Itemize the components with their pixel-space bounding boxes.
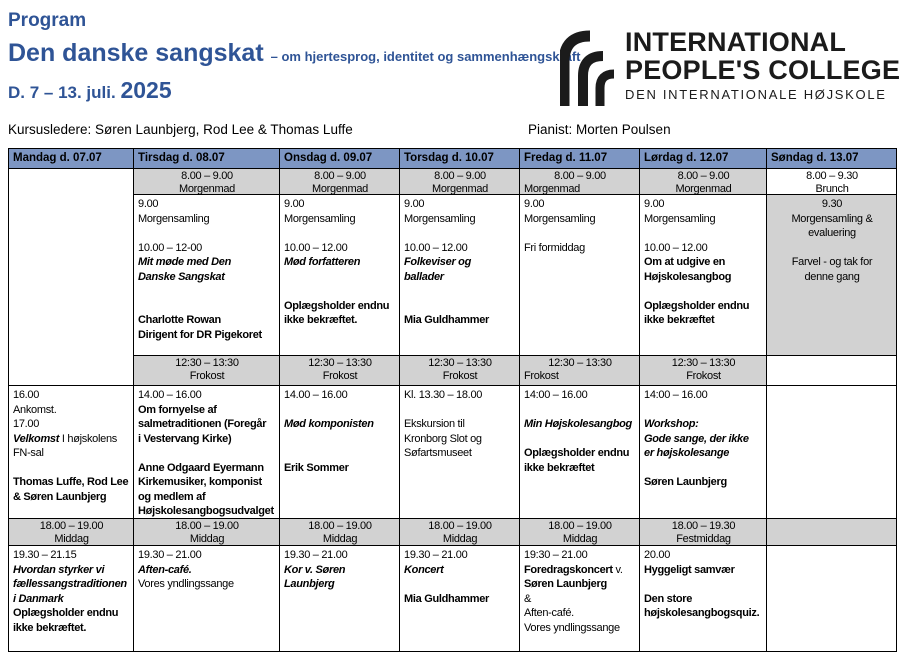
wednesday-dinner <box>280 519 399 546</box>
schedule-line: Morgensamling & <box>791 212 873 225</box>
schedule-line: Oplægsholder endnu <box>524 447 630 459</box>
course-year: 2025 <box>120 77 172 103</box>
tuesday-breakfast <box>134 169 279 195</box>
schedule-line: Thomas Luffe, Rod Lee <box>13 476 129 488</box>
schedule-line: 9.00 <box>404 198 425 210</box>
schedule-line: Frokost <box>686 369 721 382</box>
schedule-line: Oplægsholder endnu <box>644 299 750 312</box>
schedule-line: Anne Odgaard Eyermann <box>138 461 264 474</box>
schedule-line: Workshop: <box>644 418 699 430</box>
schedule-line <box>284 226 396 241</box>
schedule-line: Charlotte Rowan <box>138 314 221 326</box>
schedule-line: højskolesangbogsquiz. <box>644 607 760 619</box>
thursday-column <box>399 149 519 651</box>
friday-breakfast <box>520 169 639 195</box>
friday-morning <box>520 195 639 356</box>
schedule-line: 19.30 – 21.00 <box>138 549 202 561</box>
schedule-line: Mia Guldhammer <box>404 592 490 605</box>
ipc-arches-icon <box>560 24 616 106</box>
course-title <box>8 39 581 68</box>
schedule-line: Mød komponisten <box>284 418 374 430</box>
schedule-line: 9.00 <box>138 198 159 210</box>
schedule-line: Frokost <box>442 369 478 382</box>
schedule-line <box>524 226 636 241</box>
schedule-line: 9.00 <box>524 198 545 210</box>
schedule-line: Oplægsholder endnu <box>284 299 390 312</box>
schedule-line: Vores yndlingssange <box>524 621 620 634</box>
thursday-evening <box>400 546 519 651</box>
schedule-line <box>524 432 636 447</box>
schedule-line: Fri formiddag <box>524 241 585 254</box>
schedule-line: Mit møde med Den <box>138 256 231 268</box>
schedule-line: Morgenmad <box>675 182 732 195</box>
schedule-line: 8.00 – 9.00 <box>434 170 486 182</box>
schedule-line: 10.00 – 12.00 <box>284 241 348 254</box>
schedule-line: 8.00 – 9.00 <box>181 170 233 182</box>
schedule-line: Middag <box>189 532 225 545</box>
schedule-table <box>8 148 897 652</box>
schedule-line: 10.00 – 12.00 <box>404 241 468 254</box>
monday-header: Mandag d. 07.07 <box>9 149 133 169</box>
sunday-brunch <box>767 169 896 195</box>
schedule-line: Morgenmad <box>312 182 368 195</box>
schedule-line: Dirigent for DR Pigekoret <box>138 328 262 341</box>
wednesday-evening <box>280 546 399 651</box>
schedule-line: 12:30 – 13:30 <box>548 357 612 369</box>
schedule-line: Højskolesangbog <box>644 270 732 283</box>
schedule-line: Folkeviser og <box>404 256 472 268</box>
thursday-afternoon <box>400 386 519 519</box>
schedule-line <box>284 403 396 418</box>
schedule-line: 20.00 <box>644 549 671 561</box>
schedule-line: FN-sal <box>13 447 44 459</box>
schedule-line: 12:30 – 13:30 <box>175 357 239 369</box>
saturday-breakfast <box>640 169 766 195</box>
schedule-line: ikke bekræftet <box>524 461 595 474</box>
schedule-line <box>138 446 276 461</box>
schedule-line <box>284 446 396 461</box>
tuesday-column <box>133 149 279 651</box>
schedule-line-segment: Velkomst <box>13 432 60 445</box>
schedule-line <box>524 403 636 418</box>
schedule-line: & Søren Launbjerg <box>13 490 107 503</box>
schedule-line <box>284 270 396 285</box>
sunday-dinner-empty <box>767 519 896 546</box>
schedule-line: Morgensamling <box>404 212 476 225</box>
schedule-line: Farvel - og tak for <box>791 256 873 268</box>
schedule-line: 17.00 <box>13 418 40 430</box>
wednesday-afternoon <box>280 386 399 519</box>
monday-column <box>9 149 133 651</box>
schedule-line: Mød forfatteren <box>284 256 361 268</box>
wednesday-breakfast <box>280 169 399 195</box>
saturday-dinner <box>640 519 766 546</box>
schedule-line: Om at udgive en <box>644 256 726 268</box>
schedule-line: og medlem af <box>138 490 206 503</box>
schedule-line <box>13 432 130 447</box>
schedule-line <box>404 284 516 299</box>
friday-evening <box>520 546 639 651</box>
tuesday-dinner <box>134 519 279 546</box>
schedule-line <box>13 461 130 476</box>
schedule-line: 10.00 – 12.00 <box>644 241 708 254</box>
schedule-line: er højskolesange <box>644 447 730 459</box>
schedule-line <box>284 432 396 447</box>
schedule-line: 18.00 – 19.00 <box>428 520 492 532</box>
schedule-line: 18.00 – 19.00 <box>548 520 612 532</box>
schedule-line <box>644 461 763 476</box>
schedule-line: Søren Launbjerg <box>524 578 607 590</box>
schedule-line <box>771 241 893 256</box>
logo-line-2: PEOPLE'S COLLEGE <box>625 55 901 85</box>
friday-afternoon <box>520 386 639 519</box>
schedule-line: 19.30 – 21.00 <box>284 549 348 561</box>
thursday-breakfast <box>400 169 519 195</box>
schedule-line: 10.00 – 12-00 <box>138 241 202 254</box>
schedule-line: 8.00 – 9.30 <box>806 170 858 182</box>
schedule-line: Kirkemusiker, komponist <box>138 476 262 488</box>
schedule-line: Morgensamling <box>284 212 356 225</box>
schedule-line: Højskolesangbogsudvalget <box>138 505 274 517</box>
schedule-line: Kl. 13.30 – 18.00 <box>404 389 483 401</box>
schedule-line: 16.00 <box>13 389 40 401</box>
tuesday-afternoon <box>134 386 279 519</box>
tuesday-evening <box>134 546 279 651</box>
saturday-evening <box>640 546 766 651</box>
schedule-line: salmetraditionen (Foregår <box>138 418 267 430</box>
friday-header: Fredag d. 11.07 <box>520 149 639 169</box>
schedule-line: Aften-café. <box>524 607 574 619</box>
schedule-line: Frokost <box>189 369 225 382</box>
schedule-line: Søren Launbjerg <box>644 476 727 488</box>
schedule-line: Frokost <box>322 369 358 382</box>
schedule-line: Middag <box>562 532 598 545</box>
schedule-line: 19.30 – 21.00 <box>404 549 468 561</box>
title-block <box>8 10 581 104</box>
schedule-line: Den store <box>644 592 693 605</box>
schedule-line: & <box>524 592 532 605</box>
pianist: Pianist: Morten Poulsen <box>528 122 671 137</box>
schedule-line: 14:00 – 16.00 <box>644 389 708 401</box>
sunday-morning <box>767 195 896 356</box>
schedule-line: ikke bekræftet. <box>13 621 87 634</box>
schedule-line: ballader <box>404 270 444 283</box>
schedule-line: Morgensamling <box>644 212 716 225</box>
schedule-line: 8.00 – 9.00 <box>677 170 730 182</box>
schedule-line: Ekskursion til <box>404 418 465 430</box>
schedule-line: Mia Guldhammer <box>404 314 490 326</box>
schedule-line: Søfartsmuseet <box>404 447 472 459</box>
saturday-header: Lørdag d. 12.07 <box>640 149 766 169</box>
schedule-line: Kor v. Søren <box>284 563 346 576</box>
schedule-line: Koncert <box>404 563 444 576</box>
thursday-dinner <box>400 519 519 546</box>
schedule-line: Morgensamling <box>524 212 596 225</box>
schedule-line: Middag <box>322 532 358 545</box>
monday-dinner <box>9 519 133 546</box>
schedule-line: 9.00 <box>644 198 665 210</box>
schedule-line: Erik Sommer <box>284 461 349 474</box>
ipc-logo <box>560 24 900 106</box>
schedule-line <box>644 226 763 241</box>
schedule-line: Danske Sangskat <box>138 270 225 283</box>
schedule-line: 18.00 – 19.00 <box>308 520 372 532</box>
schedule-line: Aften-café. <box>138 563 192 576</box>
schedule-line <box>138 299 276 314</box>
saturday-lunch <box>640 356 766 386</box>
schedule-line: 12:30 – 13:30 <box>671 357 736 369</box>
schedule-line: evaluering <box>808 227 856 239</box>
saturday-column <box>639 149 766 651</box>
monday-arrival <box>9 386 133 519</box>
sunday-afternoon-empty <box>767 386 896 519</box>
friday-lunch <box>520 356 639 386</box>
schedule-line: 14.00 – 16.00 <box>284 389 348 401</box>
saturday-morning <box>640 195 766 356</box>
schedule-line: i Vestervang Kirke) <box>138 432 232 445</box>
schedule-line: 8.00 – 9.00 <box>554 170 606 182</box>
sunday-column <box>766 149 896 651</box>
logo-line-1: INTERNATIONAL <box>625 27 847 57</box>
schedule-line: Oplægsholder endnu <box>13 607 119 619</box>
schedule-line <box>404 299 516 314</box>
sunday-lunch-empty <box>767 356 896 386</box>
schedule-line: Om fornyelse af <box>138 403 217 416</box>
schedule-line <box>524 563 636 578</box>
saturday-afternoon <box>640 386 766 519</box>
schedule-line: ikke bekræftet <box>644 314 715 326</box>
schedule-line: 8.00 – 9.00 <box>314 170 366 182</box>
schedule-line <box>644 403 763 418</box>
schedule-line-segment: v. <box>612 563 623 576</box>
schedule-line: Hvordan styrker vi <box>13 563 105 576</box>
monday-empty-morning-block <box>9 169 133 386</box>
friday-column <box>519 149 639 651</box>
schedule-line: Morgenmad <box>432 182 488 195</box>
friday-dinner <box>520 519 639 546</box>
course-dates: D. 7 – 13. juli. 2025 <box>8 77 172 103</box>
schedule-line-segment: I højskolens <box>59 432 117 445</box>
sunday-evening-empty <box>767 546 896 651</box>
schedule-line <box>138 226 276 241</box>
schedule-line: 14:00 – 16.00 <box>524 389 588 401</box>
schedule-line: Hyggeligt samvær <box>644 563 735 576</box>
schedule-line: Min Højskolesangbog <box>524 418 632 430</box>
tuesday-morning <box>134 195 279 356</box>
schedule-line <box>404 577 516 592</box>
schedule-line <box>138 284 276 299</box>
schedule-line: 18.00 – 19.00 <box>39 520 104 532</box>
schedule-line: 18.00 – 19.00 <box>175 520 239 532</box>
schedule-line-segment: Foredragskoncert <box>524 563 613 576</box>
course-leaders: Kursusledere: Søren Launbjerg, Rod Lee & Thomas Luffe <box>8 122 353 137</box>
tuesday-lunch <box>134 356 279 386</box>
schedule-line: 19:30 – 21.00 <box>524 549 588 561</box>
course-title-main: Den danske sangskat <box>8 39 264 67</box>
logo-line-3: DEN INTERNATIONALE HØJSKOLE <box>625 87 887 102</box>
schedule-line: Middag <box>442 532 478 545</box>
page-title: Program <box>8 10 87 31</box>
schedule-line: i Danmark <box>13 592 64 605</box>
schedule-line: Frokost <box>524 369 559 382</box>
thursday-morning <box>400 195 519 356</box>
thursday-header: Torsdag d. 10.07 <box>400 149 519 169</box>
wednesday-lunch <box>280 356 399 386</box>
schedule-line: Ankomst. <box>13 403 57 416</box>
schedule-line <box>404 226 516 241</box>
ipc-logo-text <box>625 28 900 102</box>
schedule-line: Morgenmad <box>179 182 235 195</box>
schedule-line: Festmiddag <box>676 532 731 545</box>
schedule-line: Morgenmad <box>524 182 580 195</box>
schedule-line: Vores yndlingssange <box>138 578 234 590</box>
byline <box>8 122 895 137</box>
tuesday-header: Tirsdag d. 08.07 <box>134 149 279 169</box>
schedule-line: Middag <box>54 532 89 545</box>
wednesday-morning <box>280 195 399 356</box>
course-title-note: – om hjertesprog, identitet og sammenhængskraft <box>270 49 581 64</box>
schedule-line <box>644 577 763 592</box>
schedule-line <box>404 403 516 418</box>
schedule-line: Gode sange, der ikke <box>644 432 749 445</box>
monday-evening <box>9 546 133 651</box>
schedule-line: Launbjerg <box>284 578 335 590</box>
schedule-line: denne gang <box>804 270 860 283</box>
schedule-line: 12:30 – 13:30 <box>428 357 492 369</box>
schedule-line: 9.30 <box>821 198 843 210</box>
schedule-line: 14.00 – 16.00 <box>138 389 202 401</box>
schedule-line: Morgensamling <box>138 212 210 225</box>
schedule-line: 9.00 <box>284 198 305 210</box>
schedule-line: Brunch <box>815 182 849 195</box>
schedule-line: 19.30 – 21.15 <box>13 549 77 561</box>
sunday-header: Søndag d. 13.07 <box>767 149 896 169</box>
schedule-line: Kronborg Slot og <box>404 432 482 445</box>
wednesday-header: Onsdag d. 09.07 <box>280 149 399 169</box>
schedule-line: ikke bekræftet. <box>284 314 358 326</box>
schedule-line: fællessangstraditionen <box>13 578 127 590</box>
wednesday-column <box>279 149 399 651</box>
schedule-line <box>644 284 763 299</box>
schedule-line: 18.00 – 19.30 <box>671 520 736 532</box>
schedule-line <box>284 284 396 299</box>
schedule-line: 12:30 – 13:30 <box>308 357 372 369</box>
thursday-lunch <box>400 356 519 386</box>
